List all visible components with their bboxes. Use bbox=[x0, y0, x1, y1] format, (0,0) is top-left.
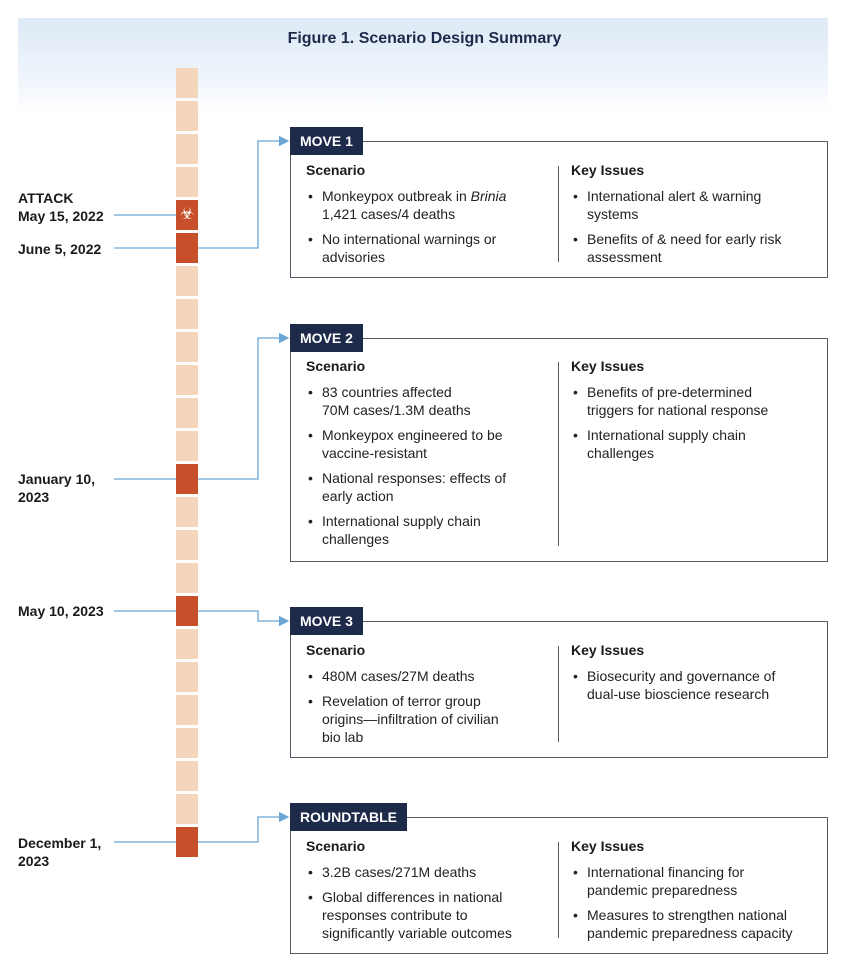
move1-connector bbox=[198, 141, 288, 248]
move2-connector bbox=[198, 338, 288, 479]
roundtable-scenario-list bbox=[306, 863, 551, 949]
bullet-text: International financing for pandemic preparedness bbox=[587, 864, 745, 898]
biohazard-icon: ☣ bbox=[176, 200, 198, 230]
bullet-text: 3.2B cases/271M deaths bbox=[322, 864, 477, 880]
list-item bbox=[306, 426, 551, 462]
list-item bbox=[571, 667, 821, 703]
move2-issues-list bbox=[571, 383, 821, 469]
move1-scenario-heading: Scenario bbox=[306, 162, 366, 178]
bullet-text: Revelation of terror group origins—infiltration of civilian bio lab bbox=[322, 693, 499, 745]
roundtable-issues-heading: Key Issues bbox=[571, 838, 645, 854]
date-label-move1: June 5, 2022 bbox=[18, 241, 102, 257]
list-item bbox=[571, 383, 821, 419]
list-item bbox=[571, 426, 821, 462]
move3-tag: MOVE 3 bbox=[290, 607, 363, 635]
bullet-text: Monkeypox outbreak in Brinia 1,421 cases/4 deaths bbox=[322, 188, 507, 222]
move1-scenario-list bbox=[306, 187, 551, 273]
list-item bbox=[306, 863, 551, 881]
move2-scenario-heading: Scenario bbox=[306, 358, 366, 374]
roundtable-issues-list bbox=[571, 863, 821, 949]
bullet-text: Measures to strengthen national pandemic preparedness capacity bbox=[587, 907, 793, 941]
roundtable-connector bbox=[198, 817, 288, 842]
move2-issues-heading: Key Issues bbox=[571, 358, 645, 374]
list-item bbox=[306, 230, 551, 266]
move1-tag: MOVE 1 bbox=[290, 127, 363, 155]
move3-issues-heading: Key Issues bbox=[571, 642, 645, 658]
bullet-text: No international warnings or advisories bbox=[322, 231, 497, 265]
move3-connector bbox=[198, 611, 288, 621]
list-item bbox=[306, 187, 551, 223]
move1-divider bbox=[558, 166, 559, 262]
move3-scenario-list bbox=[306, 667, 551, 753]
list-item bbox=[306, 888, 551, 942]
move2-scenario-list bbox=[306, 383, 551, 555]
move2-tag: MOVE 2 bbox=[290, 324, 363, 352]
move1-issues-heading: Key Issues bbox=[571, 162, 645, 178]
bullet-text: 83 countries affected 70M cases/1.3M deaths bbox=[322, 384, 471, 418]
move3-divider bbox=[558, 646, 559, 742]
list-item bbox=[571, 187, 821, 223]
bullet-text: Benefits of pre-determined triggers for national response bbox=[587, 384, 769, 418]
figure-title: Figure 1. Scenario Design Summary bbox=[287, 30, 562, 47]
move3-issues-list bbox=[571, 667, 821, 710]
list-item bbox=[571, 230, 821, 266]
list-item bbox=[306, 667, 551, 685]
move2-divider bbox=[558, 362, 559, 546]
bullet-text: 480M cases/27M deaths bbox=[322, 668, 475, 684]
date-label-attack: May 15, 2022 bbox=[18, 208, 104, 224]
bullet-text: National responses: effects of early action bbox=[322, 470, 507, 504]
bullet-text: International supply chain challenges bbox=[322, 513, 481, 547]
list-item bbox=[306, 383, 551, 419]
move1-issues-list bbox=[571, 187, 821, 273]
move3-scenario-heading: Scenario bbox=[306, 642, 366, 658]
bullet-text: Benefits of & need for early risk assessment bbox=[587, 231, 782, 265]
list-item bbox=[306, 692, 551, 746]
list-item bbox=[571, 906, 821, 942]
bullet-text: International alert & warning systems bbox=[587, 188, 762, 222]
date-label-move2: January 10, 2023 bbox=[18, 471, 96, 505]
attack-label: ATTACK bbox=[18, 190, 74, 206]
bullet-text: Biosecurity and governance of dual-use bioscience research bbox=[587, 668, 776, 702]
list-item bbox=[306, 512, 551, 548]
date-label-move3: May 10, 2023 bbox=[18, 603, 104, 619]
list-item bbox=[571, 863, 821, 899]
roundtable-divider bbox=[558, 842, 559, 938]
roundtable-tag: ROUNDTABLE bbox=[290, 803, 407, 831]
date-label-roundtable: December 1, 2023 bbox=[18, 835, 102, 869]
roundtable-scenario-heading: Scenario bbox=[306, 838, 366, 854]
bullet-text: Monkeypox engineered to be vaccine-resistant bbox=[322, 427, 503, 461]
list-item bbox=[306, 469, 551, 505]
bullet-text: International supply chain challenges bbox=[587, 427, 746, 461]
bullet-text: Global differences in national responses contribute to significantly variable outcomes bbox=[322, 889, 512, 941]
